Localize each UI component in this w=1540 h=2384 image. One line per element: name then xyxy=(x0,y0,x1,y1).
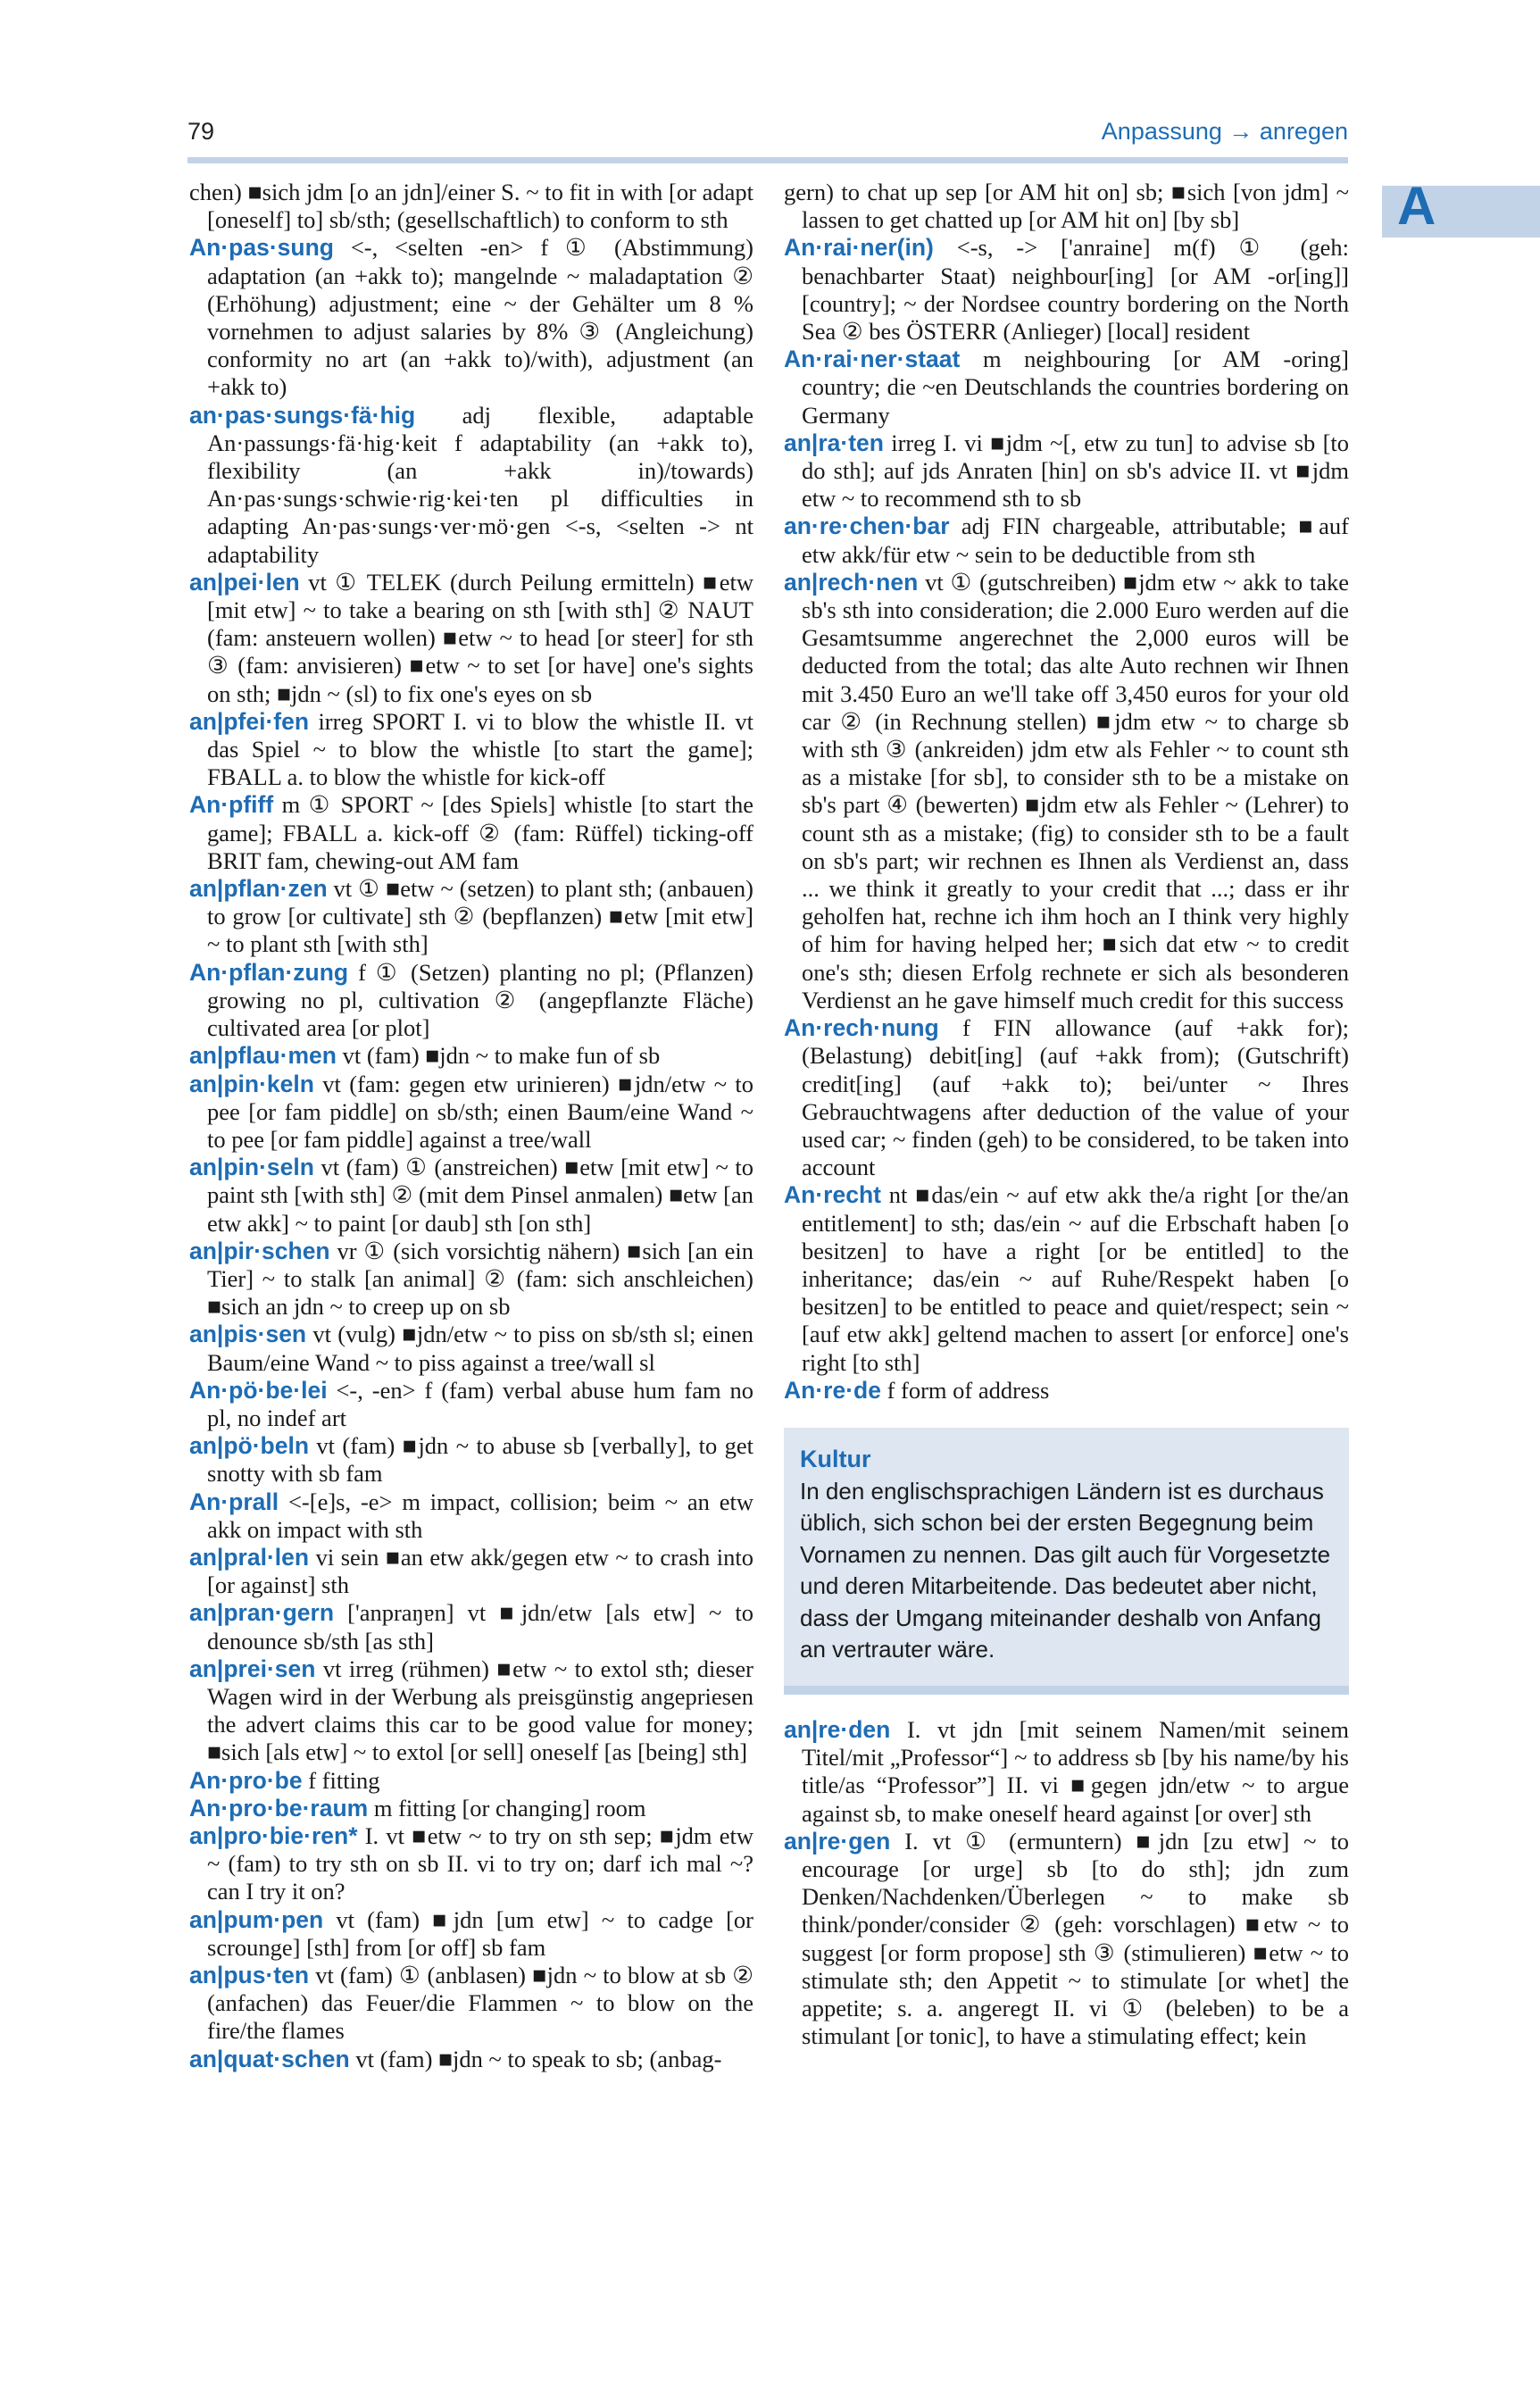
dictionary-entry xyxy=(784,569,1349,1014)
headword: an|quat·schen xyxy=(189,2045,350,2072)
headword: an|pro·bie·ren* xyxy=(189,1821,358,1849)
headword: an|ra·ten xyxy=(784,429,884,456)
dictionary-entry xyxy=(189,1432,753,1488)
entry-text: m fitting [or changing] room xyxy=(373,1794,646,1821)
entry-text: vt ① (gutschreiben) ■jdm etw ~ akk to take sb's sth into consideration; die 2.000 Euro werden auf die Gesamtsumme angerechnet the 2,000 euros will be deducted from the total; das alte Auto rechnen wir Ihnen mit 3.450 Euro an we'll take off 3,450 euros for your old car ② (in Rechnung stellen) ■jdm etw ~ to charge sb with sth ③ (ankreiden) jdm etw als Fehler ~ to count sth as a mistake [for sb], to consider sth to be a mistake on sb's part ④ (bewerten) ■jdm etw als Fehler ~ (Lehrer) to count sth as a mistake; (fig) to consider sth to be a fault on sb's part; wir rechnen es Ihnen als Verdienst an, dass ... we think it greatly to your credit that ...; dass er ihr geholfen hat, rechne ich ihm hoch an I think very highly of him for having helped her; ■sich dat etw ~ to credit one's sth; diesen Erfolg rechnete er sich als besonderen Verdienst an he gave himself much credit for this success xyxy=(802,568,1349,1013)
dictionary-entry xyxy=(189,1795,753,1822)
headword: an|rech·nen xyxy=(784,568,919,596)
entry-text: f FIN allowance (auf +akk for); (Belastung) debit[ing] (auf +akk from); (Gutschrift) credit[ing] (auf +akk to); bei/unter ~ Ihres Gebrauchtwagens after deduction of the value of your used car; ~ finden (geh) to be considered, to be taken into account xyxy=(802,1014,1349,1181)
dictionary-entry xyxy=(189,875,753,959)
headword: an|re·gen xyxy=(784,1827,891,1855)
dictionary-entry xyxy=(189,569,753,708)
dictionary-entry xyxy=(784,1181,1349,1376)
headword: An·recht xyxy=(784,1181,881,1209)
dictionary-entry xyxy=(189,179,753,234)
dictionary-entry xyxy=(189,959,753,1043)
entry-text: vt (fam) ■jdn ~ to speak to sb; (anbag- xyxy=(355,2045,722,2072)
entry-text: vt ① ■etw ~ (setzen) to plant sth; (anbauen) to grow [or cultivate] sth ② (bepflanzen) ■etw [mit etw] ~ to plant sth [with sth] xyxy=(207,875,753,958)
headword: An·rech·nung xyxy=(784,1014,939,1042)
dictionary-entry xyxy=(784,513,1349,568)
running-head: Anpassung → anregen xyxy=(1101,118,1348,145)
dictionary-entry xyxy=(784,234,1349,346)
dictionary-entry xyxy=(784,1014,1349,1181)
entry-text: irreg I. vi ■jdm ~[, etw zu tun] to advise sb [to do sth]; auf jds Anraten [hin] on sb's advice II. vt ■jdm etw ~ to recommend sth to sb xyxy=(802,429,1350,513)
dictionary-entry xyxy=(189,1071,753,1154)
dictionary-entry xyxy=(189,1544,753,1599)
dictionary-entry xyxy=(784,1377,1349,1405)
dictionary-entry xyxy=(784,429,1349,513)
headword: an|pin·keln xyxy=(189,1070,314,1097)
headword: an|pö·beln xyxy=(189,1432,310,1460)
headword: An·rai·ner·staat xyxy=(784,346,961,373)
header-rule xyxy=(187,157,1348,163)
entry-text: I. vt ■etw ~ to try on sth sep; ■jdm etw ~ (fam) to try sth on sb II. vi to try on; darf ich mal ~? can I try it on? xyxy=(207,1821,753,1905)
kultur-box xyxy=(784,1428,1349,1695)
headword: an|pis·sen xyxy=(189,1321,307,1348)
entry-text: f ① (Setzen) planting no pl; (Pflanzen) growing no pl, cultivation ② (angepflanzte Fläche) cultivated area [or plot] xyxy=(207,958,753,1042)
entry-text: f fitting xyxy=(308,1766,380,1794)
entry-text: <-[e]s, -e> m impact, collision; beim ~ an etw akk on impact with sth xyxy=(207,1488,753,1543)
headword: An·re·de xyxy=(784,1376,881,1404)
headword: an|prei·sen xyxy=(189,1655,316,1682)
dictionary-entry xyxy=(189,1767,753,1795)
entry-text: vt (fam) ① (anstreichen) ■etw [mit etw] ~ to paint sth [with sth] ② (mit dem Pinsel anmalen) ■etw [an etw akk] ~ to paint [or daub] sth [on sth] xyxy=(207,1154,753,1237)
headword: an|pum·pen xyxy=(189,1905,324,1933)
entry-text: vi sein ■an etw akk/gegen etw ~ to crash into [or against] sth xyxy=(207,1543,754,1599)
dictionary-entry xyxy=(189,791,753,875)
entry-text: ['anpraŋɐn] vt ■jdn/etw [als etw] ~ to denounce sb/sth [as sth] xyxy=(207,1599,754,1655)
entry-text: I. vt ① (ermuntern) ■jdn [zu etw] ~ to encourage [or urge] sb [to do sth]; jdn zum Denken/Nachdenken/Überlegen ~ to make sb think/ponder/consider ② (geh: vorschlagen) ■etw ~ to suggest [or form propose] sth ③ (stimulieren) ■etw ~ to stimulate sth; den Appetit ~ to stimulate [or whet] the appetite; s. a. angeregt II. vi ① (beleben) to be a stimulant [or tonic], to have a stimulating effect; kein xyxy=(802,1827,1350,2050)
headword: An·pflan·zung xyxy=(189,958,349,986)
dictionary-entry xyxy=(189,1321,753,1376)
headword: An·rai·ner(in) xyxy=(784,234,934,262)
dictionary-entry xyxy=(189,708,753,792)
dictionary-entry xyxy=(784,1828,1349,2051)
headword: An·pro·be xyxy=(189,1766,303,1794)
entry-text: vr ① (sich vorsichtig nähern) ■sich [an ein Tier] ~ to stalk [an animal] ② (fam: sich anschleichen) ■sich an jdn ~ to creep up on sb xyxy=(207,1237,754,1321)
dictionary-entry xyxy=(189,402,753,569)
thumb-index-letter: A xyxy=(1397,176,1436,236)
dictionary-entry xyxy=(784,179,1349,234)
entry-text: vt irreg (rühmen) ■etw ~ to extol sth; dieser Wagen wird in der Werbung als preisgünstig angepriesen the advert claims this car to be good value for money; ■sich [als etw] ~ to extol [or sell] oneself [as [being] sth] xyxy=(207,1655,753,1766)
entry-text: m neighbouring [or AM -oring] country; die ~en Deutschlands the countries bordering on Germany xyxy=(802,346,1349,429)
entry-text: chen) ■sich jdm [o an jdn]/einer S. ~ to fit in with [or adapt [oneself] to] sb/sth; (gesellschaftlich) to conform to sth xyxy=(189,179,753,234)
right-column xyxy=(784,179,1349,2050)
kultur-text: In den englischsprachigen Ländern ist es durchaus üblich, sich schon bei der ersten Begegnung beim Vornamen zu nennen. Das gilt auch für Vorgesetzte und deren Mitarbeitende. Das bedeutet aber nicht, dass der Umgang miteinander deshalb von Anfang an vertrauter wäre. xyxy=(800,1477,1331,1663)
entry-text: vt ① TELEK (durch Peilung ermitteln) ■etw [mit etw] ~ to take a bearing on sth [with sth] ② NAUT (fam: ansteuern wollen) ■etw ~ to head [or steer] for sth ③ (fam: anvisieren) ■etw ~ to set [or have] one's sights on sth; ■jdn ~ (sl) to fix one's eyes on sb xyxy=(207,568,754,707)
entry-text: f form of address xyxy=(887,1376,1050,1404)
left-column xyxy=(189,179,753,2073)
headword: an|pei·len xyxy=(189,568,300,596)
entry-text: nt ■das/ein ~ auf etw akk the/a right [or the/an entitlement] to sth; das/ein ~ auf die Erbschaft haben [o besitzen] to have a right [or be entitled] to the inheritance; das/ein ~ auf Ruhe/Respekt haben [o besitzen] to be entitled to peace and quiet/respect; sein ~ [auf etw akk] geltend machen to assert [or enforce] one's right [to sth] xyxy=(802,1181,1349,1376)
dictionary-entry xyxy=(189,1154,753,1238)
dictionary-entry xyxy=(189,1822,753,1906)
dictionary-entry xyxy=(189,234,753,401)
entry-text: gern) to chat up sep [or AM hit on] sb; ■sich [von jdm] ~ lassen to get chatted up [or AM hit on] [by sb] xyxy=(784,179,1349,234)
entry-text: <-s, -> ['anraine] m(f) ① (geh: benachbarter Staat) neighbour[ing] [or AM -or[ing]] [country]; ~ der Nordsee country bordering on the North Sea ② bes ÖSTERR (Anlieger) [local] resident xyxy=(802,234,1350,346)
headword: An·prall xyxy=(189,1488,279,1515)
entry-text: vt (fam) ■jdn ~ to make fun of sb xyxy=(342,1042,661,1070)
entry-text: adj FIN chargeable, attributable; ■auf etw akk/für etw ~ sein to be deductible from sth xyxy=(802,513,1349,568)
headword: An·pas·sung xyxy=(189,234,334,262)
headword: an·pas·sungs·fä·hig xyxy=(189,401,416,429)
dictionary-entry xyxy=(189,1599,753,1655)
headword: an|pin·seln xyxy=(189,1154,314,1181)
dictionary-entry xyxy=(189,1488,753,1544)
kultur-title: Kultur xyxy=(800,1445,871,1472)
entry-text: <-, -en> f (fam) verbal abuse hum fam no pl, no indef art xyxy=(207,1376,753,1431)
entry-text: vt (fam) ■jdn ~ to abuse sb [verbally], to get snotty with sb fam xyxy=(207,1432,754,1488)
headword: an|pflan·zen xyxy=(189,875,328,903)
headword: an|pral·len xyxy=(189,1543,310,1571)
dictionary-entry xyxy=(189,1238,753,1321)
entry-text: adj flexible, adaptable An·passungs·fä·hig·keit f adaptability (an +akk to), flexibility (an +akk in)/towards) An·pas·sungs·schwie·rig·kei·ten pl difficulties in adapting An·pas·sungs·ver·mö·gen <-s, <selten -> nt adaptability xyxy=(207,401,753,568)
headword: an·re·chen·bar xyxy=(784,513,950,540)
dictionary-entry xyxy=(189,1655,753,1767)
headword: an|pran·gern xyxy=(189,1599,335,1627)
dictionary-entry xyxy=(189,1962,753,2046)
entry-text: vt (vulg) ■jdn/etw ~ to piss on sb/sth sl; einen Baum/eine Wand ~ to piss against a tree/wall sl xyxy=(207,1321,753,1376)
entry-text: vt (fam: gegen etw urinieren) ■jdn/etw ~ to pee [or fam piddle] on sb/sth; einen Baum/eine Wand ~ to pee [or fam piddle] against a tree/wall xyxy=(207,1070,753,1153)
headword: An·pro·be·raum xyxy=(189,1794,369,1821)
headword: an|pflau·men xyxy=(189,1042,337,1070)
entry-text: m ① SPORT ~ [des Spiels] whistle [to start the game]; FBALL a. kick-off ② (fam: Rüffel) ticking-off BRIT fam, chewing-out AM fam xyxy=(207,791,753,874)
entry-text: vt (fam) ① (anblasen) ■jdn ~ to blow at sb ② (anfachen) das Feuer/die Flammen ~ to blow on the fire/the flames xyxy=(207,1962,754,2045)
dictionary-entry xyxy=(189,1042,753,1070)
headword: an|re·den xyxy=(784,1715,891,1743)
entry-text: irreg SPORT I. vi to blow the whistle II. vt das Spiel ~ to blow the whistle [to start the game]; FBALL a. to blow the whistle for kick-off xyxy=(207,707,753,791)
dictionary-entry xyxy=(189,1377,753,1432)
dictionary-entry xyxy=(189,1906,753,1962)
headword: An·pö·be·lei xyxy=(189,1376,328,1404)
dictionary-entry xyxy=(784,346,1349,429)
dictionary-entry xyxy=(189,2046,753,2073)
entry-text: vt (fam) ■jdn [um etw] ~ to cadge [or scrounge] [sth] from [or off] sb fam xyxy=(207,1905,753,1961)
headword: an|pfei·fen xyxy=(189,707,310,735)
dictionary-entry xyxy=(784,1716,1349,1828)
entry-text: <-, <selten -en> f ① (Abstimmung) adaptation (an +akk to); mangelnde ~ maladaptation ② (Erhöhung) adjustment; eine ~ der Gehälter um 8 % vornehmen to adjust salaries by 8% ③ (Angleichung) conformity no art (an +akk to)/with), adjustment (an +akk to) xyxy=(207,234,753,401)
page-number: 79 xyxy=(187,118,215,145)
headword: an|pir·schen xyxy=(189,1237,330,1264)
headword: An·pfiff xyxy=(189,791,274,819)
entry-text: I. vt jdn [mit seinem Namen/mit seinem Titel/mit „Professor“] ~ to address sb [by his name/by his title/as “Professor”] II. vi ■gegen jdn/etw ~ to argue against sb, to make oneself heard against [or over] sth xyxy=(802,1715,1350,1827)
headword: an|pus·ten xyxy=(189,1962,310,1988)
